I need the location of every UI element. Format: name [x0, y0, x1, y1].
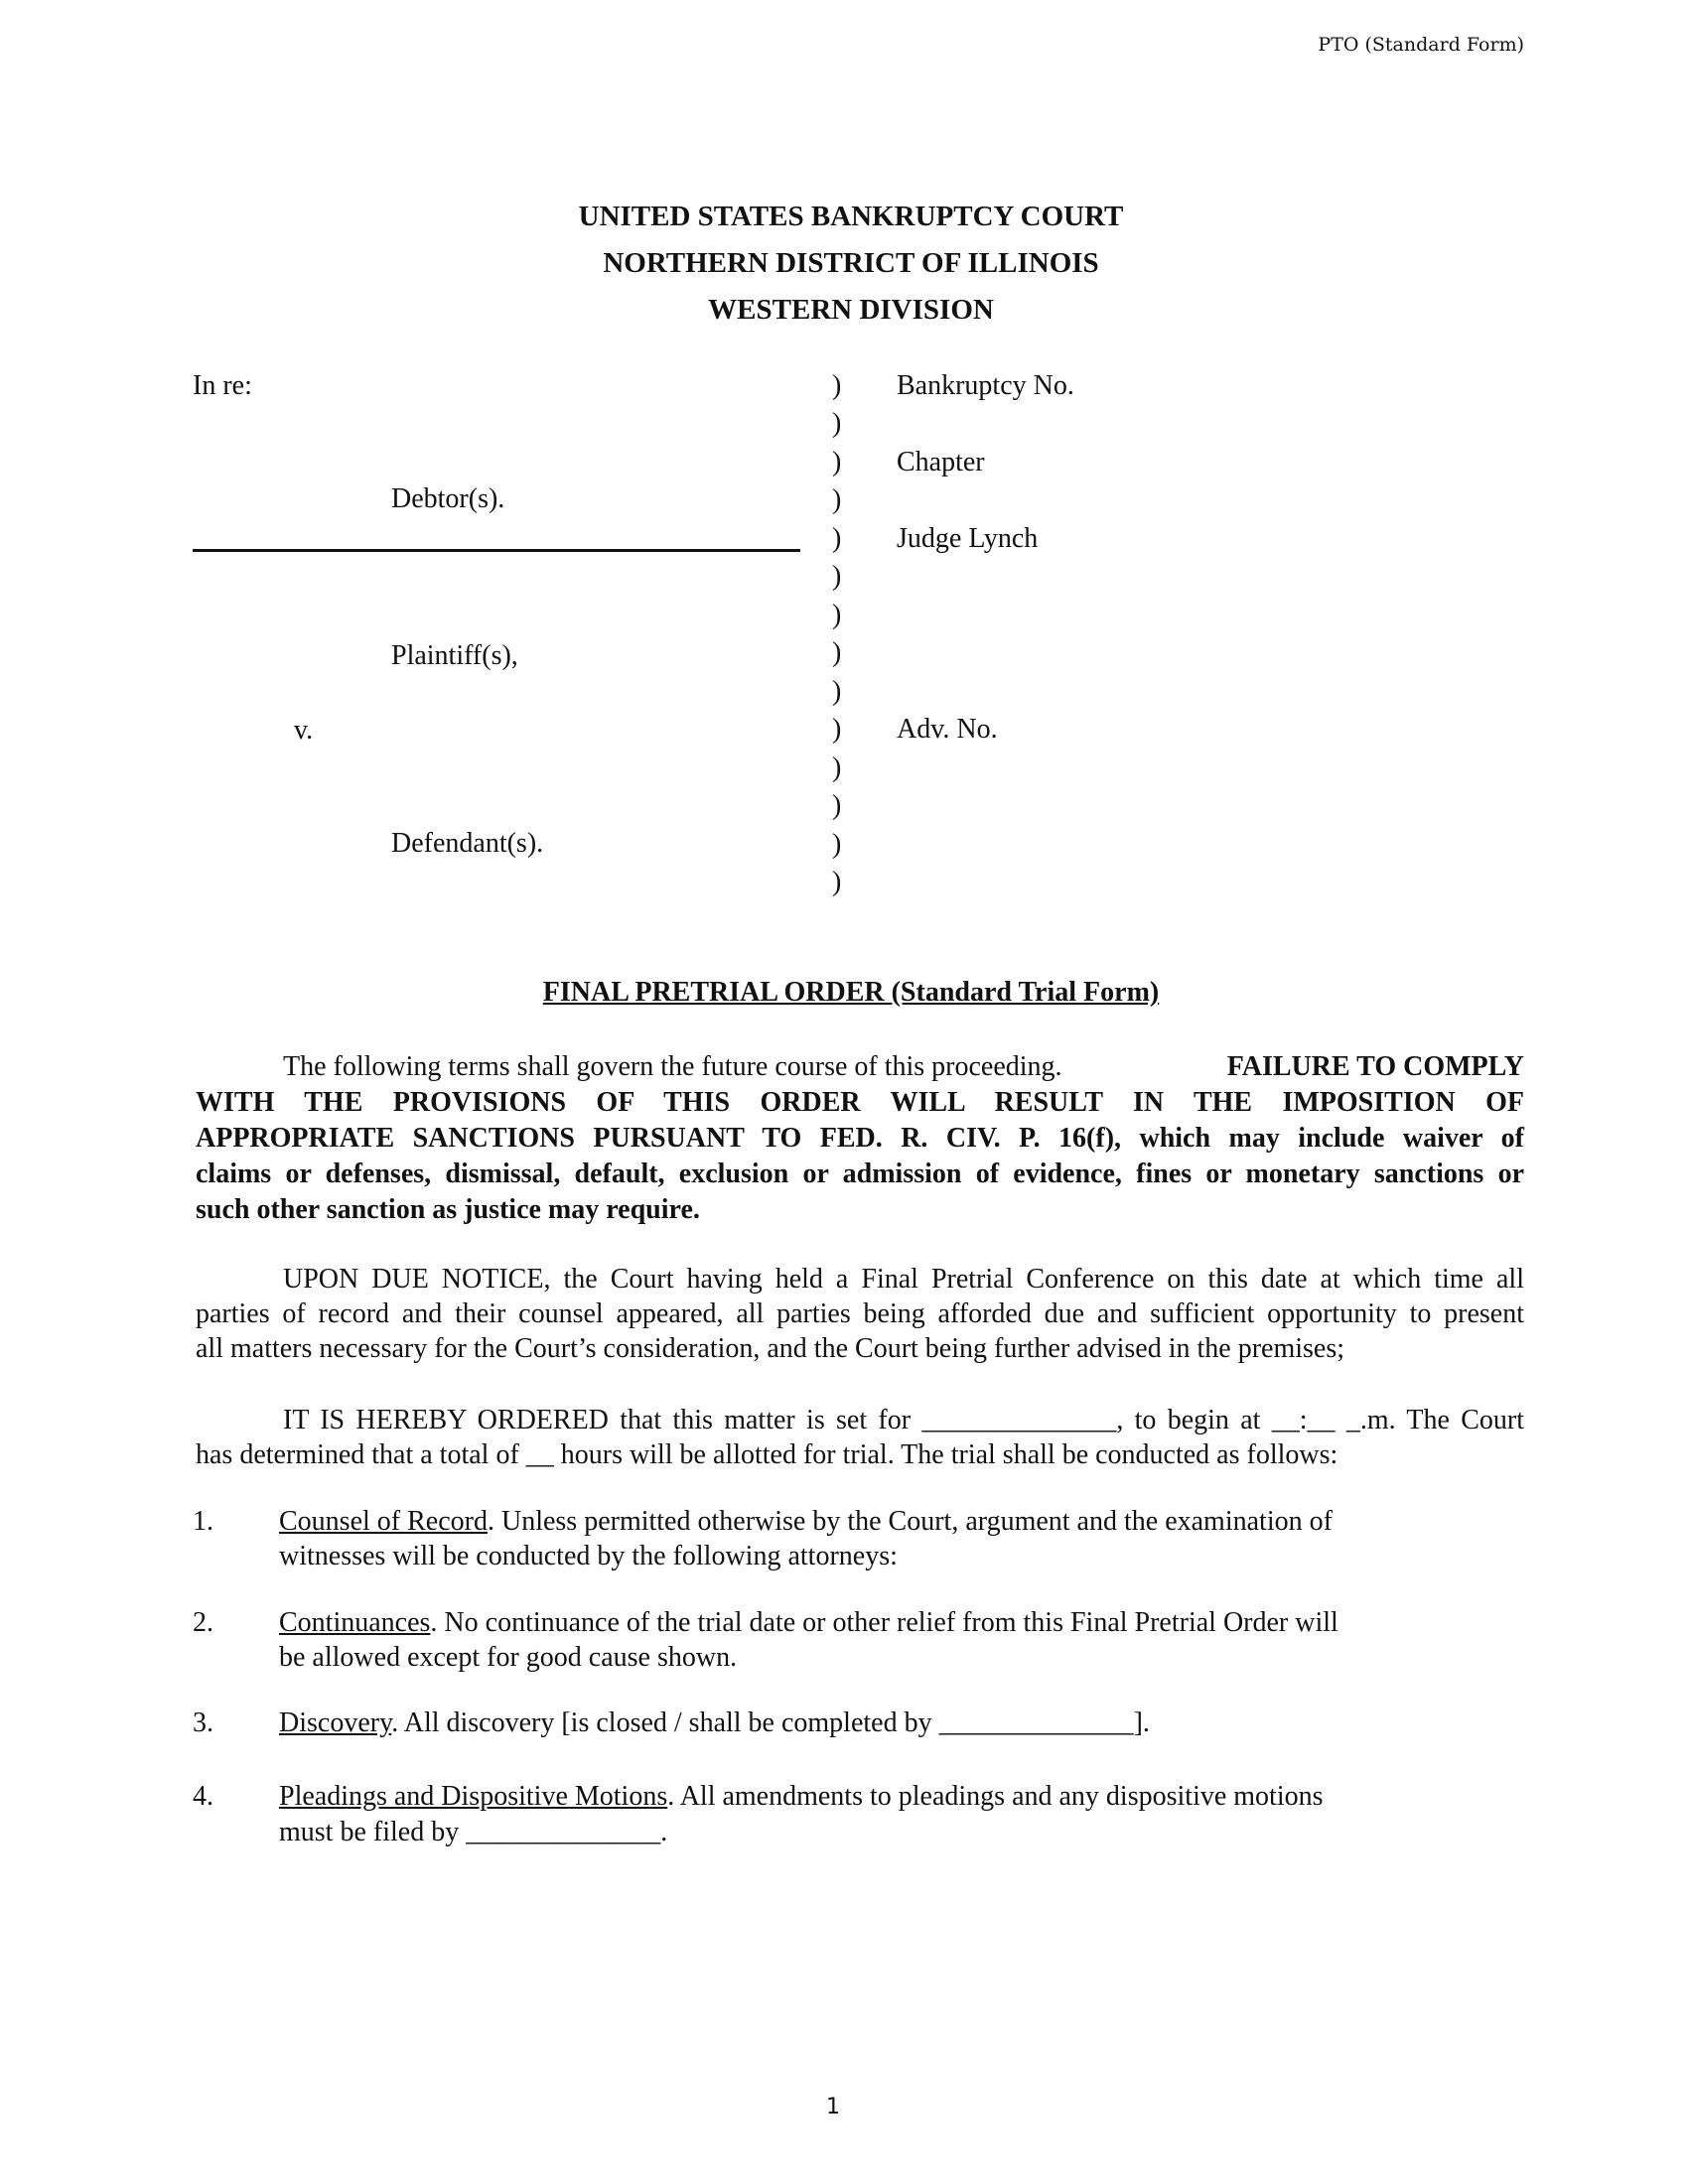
caption-paren: ) — [832, 523, 842, 554]
item-heading: Counsel of Record — [279, 1506, 488, 1537]
caption-paren: ) — [832, 752, 842, 783]
para3-line: IT IS HEREBY ORDERED that this matter is set for ______________, to begin at __:__ _.m. The Court — [283, 1405, 1524, 1435]
item-heading: Continuances — [279, 1607, 431, 1638]
item-text: . All discovery [is closed / shall be completed by ______________]. — [391, 1707, 1150, 1738]
item-continuances — [279, 1609, 1338, 1637]
caption-paren: ) — [832, 829, 842, 860]
caption-paren: ) — [832, 408, 842, 439]
judge-label: Judge Lynch — [897, 523, 1039, 554]
item-pleadings — [279, 1783, 1324, 1811]
in-re-label: In re: — [193, 370, 252, 401]
versus-label: v. — [294, 715, 314, 746]
para2-line: UPON DUE NOTICE, the Court having held a Final Pretrial Conference on this date at which time all — [283, 1264, 1524, 1295]
item-text: . Unless permitted otherwise by the Court, argument and the examination of — [487, 1506, 1333, 1537]
caption-paren: ) — [832, 637, 842, 668]
chapter-label: Chapter — [897, 447, 985, 478]
para1-line: claims or defenses, dismissal, default, exclusion or admission of evidence, fines or monetary sanctions or — [196, 1159, 1524, 1189]
adv-no-label: Adv. No. — [897, 714, 998, 745]
item-number: 2. — [193, 1607, 213, 1638]
item-number: 1. — [193, 1506, 213, 1537]
debtor-label: Debtor(s). — [391, 483, 505, 514]
caption-paren: ) — [832, 676, 842, 707]
para1-line: WITH THE PROVISIONS OF THIS ORDER WILL RESULT IN THE IMPOSITION OF — [196, 1087, 1524, 1118]
item-text: must be filed by ______________. — [279, 1817, 668, 1847]
item-number: 3. — [193, 1707, 213, 1738]
order-title: FINAL PRETRIAL ORDER (Standard Trial Form) — [542, 977, 1160, 1008]
running-header: PTO (Standard Form) — [1318, 34, 1524, 56]
item-text: . No continuance of the trial date or other relief from this Final Pretrial Order will — [430, 1607, 1338, 1638]
caption-paren: ) — [832, 447, 842, 478]
item-heading: Discovery — [279, 1707, 392, 1738]
item-counsel-of-record — [279, 1508, 1333, 1536]
item-text: witnesses will be conducted by the following attorneys: — [279, 1541, 898, 1571]
item-text: be allowed except for good cause shown. — [279, 1642, 738, 1673]
para3-line: has determined that a total of __ hours will be allotted for trial. The trial shall be conducted as follows: — [196, 1439, 1338, 1470]
caption-paren: ) — [832, 714, 842, 745]
para2-line: all matters necessary for the Court’s consideration, and the Court being further advised in the premises; — [196, 1333, 1345, 1364]
item-heading: Pleadings and Dispositive Motions — [279, 1781, 668, 1812]
defendant-label: Defendant(s). — [391, 828, 544, 859]
court-name: UNITED STATES BANKRUPTCY COURT — [578, 201, 1124, 232]
para1-line: such other sanction as justice may require. — [196, 1194, 700, 1225]
para1-text: The following terms shall govern the future course of this proceeding. — [283, 1051, 1062, 1082]
court-district: NORTHERN DISTRICT OF ILLINOIS — [603, 247, 1099, 279]
plaintiff-label: Plaintiff(s), — [391, 640, 518, 671]
caption-paren: ) — [832, 867, 842, 897]
caption-divider — [193, 549, 800, 552]
caption-paren: ) — [832, 790, 842, 821]
caption-paren: ) — [832, 561, 842, 592]
caption-paren: ) — [832, 600, 842, 630]
item-discovery — [279, 1709, 1150, 1737]
caption-paren: ) — [832, 484, 842, 515]
para1-warning: FAILURE TO COMPLY — [1226, 1051, 1524, 1082]
item-number: 4. — [193, 1781, 213, 1812]
caption-paren: ) — [832, 370, 842, 401]
para1-line: APPROPRIATE SANCTIONS PURSUANT TO FED. R. CIV. P. 16(f), which may include waiver of — [196, 1123, 1524, 1154]
para2-line: parties of record and their counsel appeared, all parties being afforded due and sufficient opportunity to present — [196, 1298, 1524, 1329]
item-text: . All amendments to pleadings and any dispositive motions — [667, 1781, 1324, 1812]
page-number: 1 — [826, 2095, 840, 2119]
court-division: WESTERN DIVISION — [708, 294, 994, 326]
bankruptcy-no-label: Bankruptcy No. — [897, 370, 1074, 401]
